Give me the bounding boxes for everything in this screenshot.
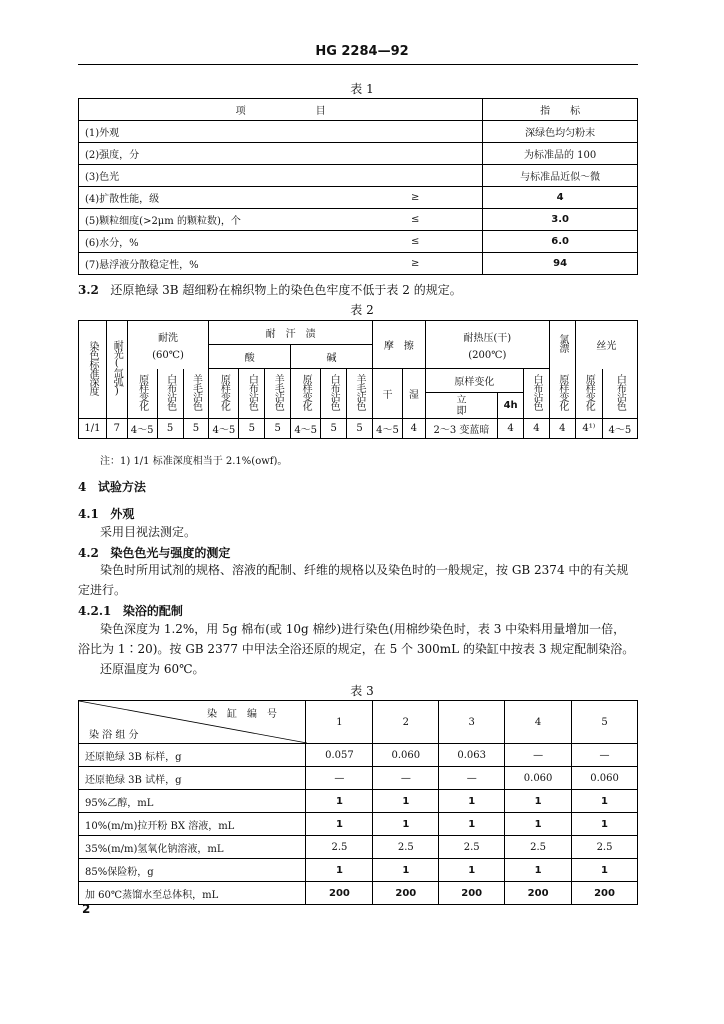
table2-cell: 4～5 xyxy=(209,419,239,439)
table2 xyxy=(78,320,638,439)
section-text: 还原艳绿 3B 超细粉在棉织物上的染色色牢度不低于表 2 的规定。 xyxy=(110,283,462,297)
header-rule xyxy=(78,64,638,65)
table2-head-std-depth: 染色标准深度 xyxy=(79,321,107,419)
table2-head-chlorine-change: 原样变化 xyxy=(556,373,568,410)
table3-cell: 2.5 xyxy=(439,836,505,859)
table1-value: 6.0 xyxy=(483,231,638,253)
table1-symbol: ≤ xyxy=(348,209,483,231)
table2-head-immediate: 立即 xyxy=(425,393,497,419)
table2-cell: 4 xyxy=(524,419,550,439)
table2-cell: 5 xyxy=(183,419,209,439)
table2-caption: 表 2 xyxy=(350,303,374,317)
table3-col-head: 3 xyxy=(439,701,505,744)
table3-cell: 1 xyxy=(306,790,373,813)
table2-cell: 5 xyxy=(321,419,347,439)
table1-value: 为标准品的 100 xyxy=(483,143,638,165)
table1-value: 与标准品近似～微 xyxy=(483,165,638,187)
table-row xyxy=(79,209,638,231)
table1-value: 3.0 xyxy=(483,209,638,231)
table3-cell: 200 xyxy=(306,882,373,905)
table3-row-name: 还原艳绿 3B 标样，g xyxy=(79,744,306,767)
table1 xyxy=(78,98,638,275)
table3-cell: 1 xyxy=(306,813,373,836)
table1-symbol: ≤ xyxy=(348,231,483,253)
table3-row-name: 35%(m/m)氢氧化钠溶液，mL xyxy=(79,836,306,859)
table3-col-head: 5 xyxy=(572,701,638,744)
table2-head-light: 耐光(氙弧) xyxy=(106,321,127,419)
table3-cell: 1 xyxy=(373,859,439,882)
table3-cell: 200 xyxy=(439,882,505,905)
table3-cell: 200 xyxy=(505,882,572,905)
table-row xyxy=(79,744,638,767)
table2-head-wash-change: 原样变化 xyxy=(136,373,148,410)
table2-head-silk-cotton: 白布沾色 xyxy=(614,373,626,410)
table2-head-alkali-cotton: 白布沾色 xyxy=(328,374,340,410)
table3-cell: 0.060 xyxy=(373,744,439,767)
table2-cell: 5 xyxy=(347,419,373,439)
table-row xyxy=(79,253,638,275)
table3-cell: — xyxy=(572,744,638,767)
table2-cell: 5 xyxy=(265,419,291,439)
table2-head-alkali: 碱 xyxy=(291,345,373,369)
table2-cell: 7 xyxy=(106,419,127,439)
table2-cell: 4～5 xyxy=(291,419,321,439)
table-row xyxy=(79,187,638,209)
section-4-2-1-text-3: 还原温度为 60℃。 xyxy=(100,662,205,676)
table1-header-row xyxy=(79,99,638,121)
table2-cell: 4 xyxy=(549,419,575,439)
table3-col-head: 4 xyxy=(505,701,572,744)
table3-corner xyxy=(79,701,306,744)
table1-item: (5)颗粒细度(>2μm 的颗粒数)，个 xyxy=(79,209,349,231)
table1-caption: 表 1 xyxy=(350,82,374,96)
table3-cell: 1 xyxy=(505,813,572,836)
section-4-2-text-2: 定进行。 xyxy=(78,583,127,597)
table2-head-silk: 丝光 xyxy=(575,321,637,369)
table2-head-wet: 湿 xyxy=(402,369,425,419)
table2-head-wash-cotton: 白布沾色 xyxy=(164,373,176,410)
table1-symbol xyxy=(348,165,483,187)
table2-cell: 5 xyxy=(239,419,265,439)
table3-row-name: 95%乙醇，mL xyxy=(79,790,306,813)
doc-number: HG 2284—92 xyxy=(315,44,409,59)
table2-head-chlorine: 氯漂 xyxy=(549,321,575,369)
table-row xyxy=(79,767,638,790)
table-row xyxy=(79,143,638,165)
table2-head-dry: 干 xyxy=(372,369,402,419)
table3-cell: 0.060 xyxy=(572,767,638,790)
table3-row-name: 10%(m/m)拉开粉 BX 溶液，mL xyxy=(79,813,306,836)
table2-head-wash: 耐洗 (60℃) xyxy=(127,321,209,369)
table3 xyxy=(78,700,638,905)
table1-item: (4)扩散性能，级 xyxy=(79,187,349,209)
table3-cell: 1 xyxy=(439,813,505,836)
table3-corner-top: 染 缸 编 号 xyxy=(207,709,277,720)
table2-cell: 4 xyxy=(402,419,425,439)
table3-cell: — xyxy=(306,767,373,790)
table1-symbol xyxy=(348,121,483,143)
table1-value: 94 xyxy=(483,253,638,275)
table2-head-acid-wool: 羊毛沾色 xyxy=(272,374,284,410)
table1-value: 深绿色均匀粉末 xyxy=(483,121,638,143)
table3-cell: 1 xyxy=(572,790,638,813)
table2-head-shade: 原样变化 xyxy=(425,369,523,393)
table3-cell: 2.5 xyxy=(306,836,373,859)
table3-cell: 1 xyxy=(505,790,572,813)
table-row xyxy=(79,165,638,187)
table3-cell: — xyxy=(505,744,572,767)
table1-value: 4 xyxy=(483,187,638,209)
section-4-2: 4.2 染色色光与强度的测定 xyxy=(78,546,231,560)
section-4-1: 4.1 外观 xyxy=(78,507,135,521)
table2-head-heat-cotton: 白布沾色 xyxy=(530,374,542,410)
table3-cell: 2.5 xyxy=(572,836,638,859)
table-row xyxy=(79,836,638,859)
table3-header-row xyxy=(79,701,638,744)
table3-cell: 2.5 xyxy=(505,836,572,859)
table3-cell: 1 xyxy=(306,859,373,882)
table-row xyxy=(79,121,638,143)
table1-item: (2)强度，分 xyxy=(79,143,349,165)
table3-cell: 0.057 xyxy=(306,744,373,767)
table3-cell: 200 xyxy=(572,882,638,905)
table1-symbol xyxy=(348,143,483,165)
table3-cell: — xyxy=(373,767,439,790)
table2-head-alkali-wool: 羊毛沾色 xyxy=(354,374,365,410)
table3-corner-bottom: 染 浴 组 分 xyxy=(89,730,139,741)
table1-symbol: ≥ xyxy=(348,187,483,209)
table1-item: (7)悬浮液分散稳定性，% xyxy=(79,253,349,275)
table3-col-head: 1 xyxy=(306,701,373,744)
table1-item: (6)水分，% xyxy=(79,231,349,253)
table3-cell: 1 xyxy=(373,790,439,813)
table2-head-wash-wool: 羊毛沾色 xyxy=(190,373,202,410)
table1-item: (3)色光 xyxy=(79,165,349,187)
table-row xyxy=(79,231,638,253)
section-4-2-1-text-1: 染色深度为 1.2%，用 5g 棉布(或 10g 棉纱)进行染色(用棉纱染色时，表 3 中染料用量增加一倍， xyxy=(100,622,626,636)
table2-head-acid: 酸 xyxy=(209,345,291,369)
table2-head-sweat: 耐 汗 渍 xyxy=(209,321,373,345)
table2-cell: 4～5 xyxy=(372,419,402,439)
table-row xyxy=(79,859,638,882)
table2-head-acid-cotton: 白布沾色 xyxy=(246,374,258,410)
table2-cell: 4～5 xyxy=(602,419,637,439)
table3-cell: 1 xyxy=(572,859,638,882)
table2-head-silk-change: 原样变化 xyxy=(583,373,595,410)
table2-cell: 4～5 xyxy=(127,419,157,439)
table3-cell: 2.5 xyxy=(373,836,439,859)
table2-cell: 5 xyxy=(157,419,183,439)
section-4-1-text: 采用目视法测定。 xyxy=(100,525,197,539)
table3-cell: — xyxy=(439,767,505,790)
section-4: 4 试验方法 xyxy=(78,480,146,494)
section-4-2-1: 4.2.1 染浴的配制 xyxy=(78,604,183,618)
page-number: 2 xyxy=(82,902,91,916)
table2-cell: 4 xyxy=(498,419,524,439)
table3-cell: 1 xyxy=(439,790,505,813)
section-4-2-text-1: 染色时所用试剂的规格、溶液的配制、纤维的规格以及染色时的一般规定，按 GB 2374 中的有关规 xyxy=(100,563,629,577)
table3-cell: 0.060 xyxy=(505,767,572,790)
table2-head-4h: 4h xyxy=(498,393,524,419)
table3-cell: 200 xyxy=(373,882,439,905)
table-row xyxy=(79,882,638,905)
table2-note: 注：1) 1/1 标准深度相当于 2.1%(owf)。 xyxy=(100,456,288,467)
table3-cell: 1 xyxy=(373,813,439,836)
table1-item: (1)外观 xyxy=(79,121,349,143)
table3-cell: 1 xyxy=(572,813,638,836)
table2-head-rub: 摩 擦 xyxy=(372,321,425,369)
table-row xyxy=(79,790,638,813)
table3-cell: 1 xyxy=(505,859,572,882)
table1-head-item: 项 目 xyxy=(79,99,483,121)
table3-row-name: 85%保险粉，g xyxy=(79,859,306,882)
table3-caption: 表 3 xyxy=(350,684,374,698)
table2-cell: 2～3 变蓝暗 xyxy=(425,419,497,439)
section-number: 3.2 xyxy=(78,283,99,297)
section-4-2-1-text-2: 浴比为 1∶20)。按 GB 2377 中甲法全浴还原的规定，在 5 个 300mL 的染缸中按表 3 规定配制染浴。 xyxy=(78,642,635,656)
table1-symbol: ≥ xyxy=(348,253,483,275)
table2-head-alkali-change: 原样变化 xyxy=(300,374,312,410)
table2-head-heat: 耐热压(干) (200℃) xyxy=(425,321,549,369)
section-3-2 xyxy=(78,281,462,298)
table2-cell: 1/1 xyxy=(79,419,107,439)
table3-row-name: 加 60℃蒸馏水至总体积，mL xyxy=(79,882,306,905)
table3-cell: 1 xyxy=(439,859,505,882)
table3-row-name: 还原艳绿 3B 试样，g xyxy=(79,767,306,790)
table3-col-head: 2 xyxy=(373,701,439,744)
table-row xyxy=(79,813,638,836)
table2-head-acid-change: 原样变化 xyxy=(218,374,230,410)
table3-cell: 0.063 xyxy=(439,744,505,767)
table1-head-spec: 指 标 xyxy=(483,99,638,121)
table2-cell: 4¹⁾ xyxy=(575,419,602,439)
table-row xyxy=(79,419,638,439)
